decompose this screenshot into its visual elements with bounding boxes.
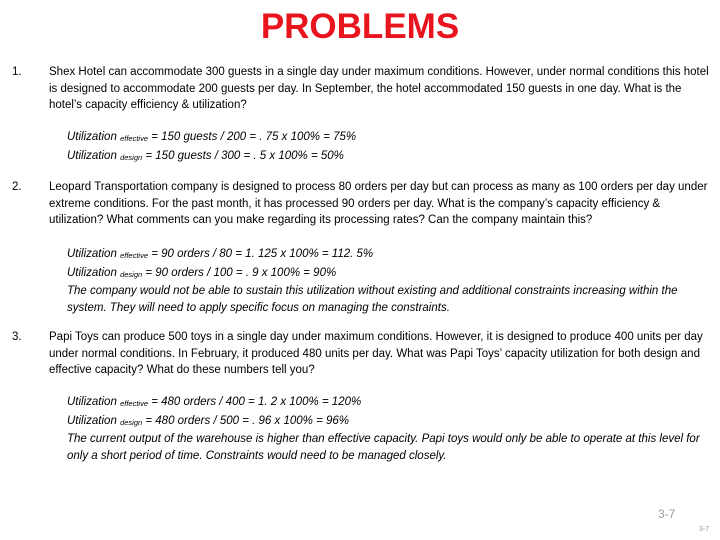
problem-1-design-line — [67, 148, 712, 167]
problem-2-effective-line — [67, 246, 712, 265]
problem-2-design-line — [67, 265, 712, 284]
problem-3-number: 3. — [12, 331, 22, 343]
problem-2-answer — [67, 246, 712, 316]
subscript-design: design — [120, 269, 143, 279]
problem-3-text: Papi Toys can produce 500 toys in a single day under maximum conditions. However, it is designed to produce 400 units per day under normal conditions. In February, it produced 480 units per day. What was Papi Toys’ capacity utilization for both design and effective capacity? What do these numbers tell you? — [49, 331, 703, 376]
problem-1-number: 1. — [12, 66, 22, 78]
utilization-word: Utilization — [67, 149, 117, 162]
problem-2-text: Leopard Transportation company is designed to process 80 orders per day but can process as many as 100 orders per day under extreme conditions. For the past month, it has processed 90 orders per day. What is the company’s capacity efficiency & utilization? What comments can you make regarding its processing rates? Can the company maintain this? — [49, 181, 708, 226]
page-number-small: 3-7 — [699, 526, 710, 533]
problem-3-design-line — [67, 413, 712, 432]
problem-3-answer — [67, 394, 712, 464]
problem-1-text: Shex Hotel can accommodate 300 guests in a single day under maximum conditions. However, under normal conditions this hotel is designed to accommodate 200 guests per day. In September, the hotel accommodated 150 guests in one day. What is the hotel’s capacity efficiency & utilization? — [49, 66, 709, 111]
subscript-effective: effective — [120, 399, 148, 408]
subscript-effective: effective — [120, 134, 148, 143]
utilization-word: Utilization — [67, 396, 117, 408]
utilization-word: Utilization — [67, 131, 117, 143]
problem-3-effective-line — [67, 394, 712, 413]
effective-formula: = 90 orders / 80 = 1. 125 x 100% = 112. 5% — [148, 248, 374, 260]
utilization-word: Utilization — [67, 414, 117, 427]
subscript-effective: effective — [120, 251, 148, 260]
page-number: 3-7 — [658, 507, 676, 521]
effective-formula: = 150 guests / 200 = . 75 x 100% = 75% — [148, 131, 357, 143]
page-title: PROBLEMS — [260, 7, 460, 46]
subscript-design: design — [120, 417, 143, 427]
problem-1-effective-line — [67, 129, 712, 148]
design-formula: = 480 orders / 500 = . 96 x 100% = 96% — [142, 414, 349, 427]
utilization-word: Utilization — [67, 248, 117, 260]
problem-3-comment: The current output of the warehouse is higher than effective capacity. Papi toys would only be able to operate at this level for only a short period of time. Constraints would need to be managed closely. — [67, 433, 700, 462]
utilization-word: Utilization — [67, 266, 117, 279]
problem-1-answer — [67, 129, 712, 166]
subscript-design: design — [120, 152, 143, 162]
effective-formula: = 480 orders / 400 = 1. 2 x 100% = 120% — [148, 396, 362, 408]
design-formula: = 90 orders / 100 = . 9 x 100% = 90% — [142, 266, 337, 279]
design-formula: = 150 guests / 300 = . 5 x 100% = 50% — [142, 149, 344, 162]
problem-2-number: 2. — [12, 181, 22, 193]
problem-2-comment: The company would not be able to sustain this utilization without existing and additional constraints increasing within the system. They will need to apply specific focus on managing the constraints. — [67, 285, 678, 314]
